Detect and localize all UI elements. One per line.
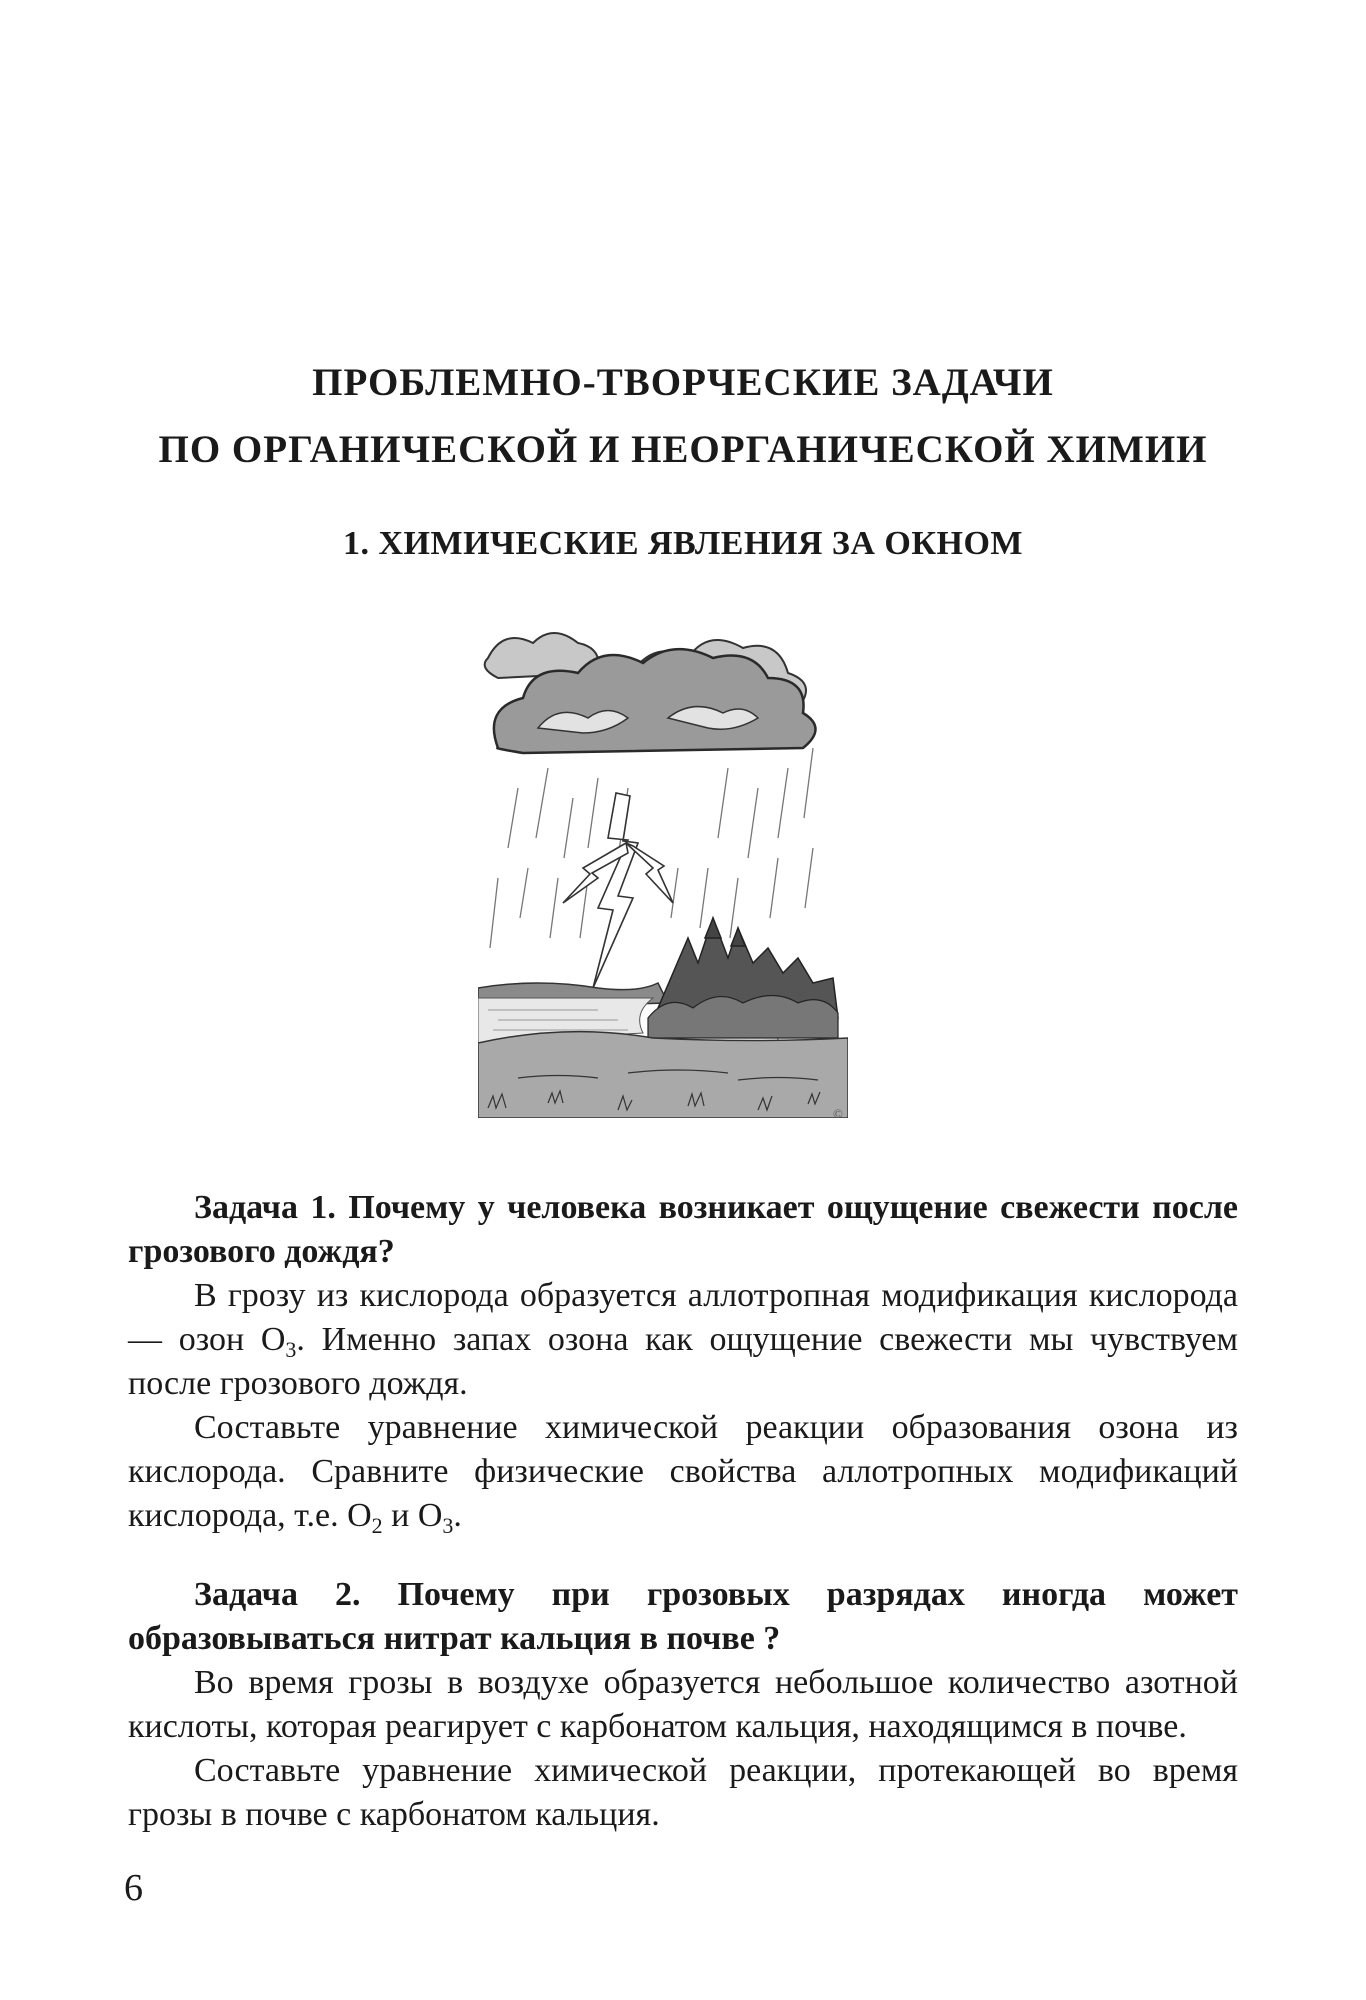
lightning-bolt (563, 793, 673, 988)
task-1-paragraph-2 (128, 1406, 1238, 1538)
task-1-p1-text-a: В грозу из кислорода образуется аллотропная модификация кислорода — озон O (128, 1277, 1238, 1358)
task-1-block (128, 1186, 1238, 1538)
task-1-p2-text-a: Составьте уравнение химической реакции образования озона из кислорода. Сравните физические свойства аллотропных модификаций кислорода, т.е. O (128, 1409, 1238, 1534)
subscript-2: 2 (371, 1513, 383, 1538)
task-2-paragraph-2: Составьте уравнение химической реакции, протекающей во время грозы в почве с карбонатом кальция. (128, 1752, 1238, 1833)
main-heading-line-1: ПРОБЛЕМНО-ТВОРЧЕСКИЕ ЗАДАЧИ (312, 361, 1054, 404)
subscript-3: 3 (285, 1337, 297, 1362)
task-1-p2-text-c: . (453, 1497, 462, 1534)
page-number: 6 (124, 1867, 143, 1909)
thunderstorm-illustration (478, 618, 848, 1118)
task-2-paragraph-1: Во время грозы в воздухе образуется небольшое количество азотной кислоты, которая реагирует с карбонатом кальция, находящимся в почве. (128, 1664, 1238, 1745)
copyright-mark: © (833, 1106, 843, 1121)
task-1-p1-text-b: . Именно запах озона как ощущение свежести мы чувствуем после грозового дождя. (128, 1321, 1239, 1402)
task-2-block (128, 1573, 1238, 1837)
task-1-p2-text-b: и O (382, 1497, 443, 1534)
meadow (478, 1032, 848, 1118)
task-1-paragraph-1 (128, 1274, 1238, 1406)
subscript-3: 3 (442, 1513, 454, 1538)
section-title: 1. ХИМИЧЕСКИЕ ЯВЛЕНИЯ ЗА ОКНОМ (343, 525, 1023, 562)
main-heading-line-2: ПО ОРГАНИЧЕСКОЙ И НЕОРГАНИЧЕСКОЙ ХИМИИ (158, 428, 1208, 471)
task-2-title: Задача 2. Почему при грозовых разрядах иногда может образовываться нитрат кальция в почве ? (128, 1576, 1238, 1657)
task-1-title: Задача 1. Почему у человека возникает ощущение свежести после грозового дождя? (128, 1189, 1238, 1270)
